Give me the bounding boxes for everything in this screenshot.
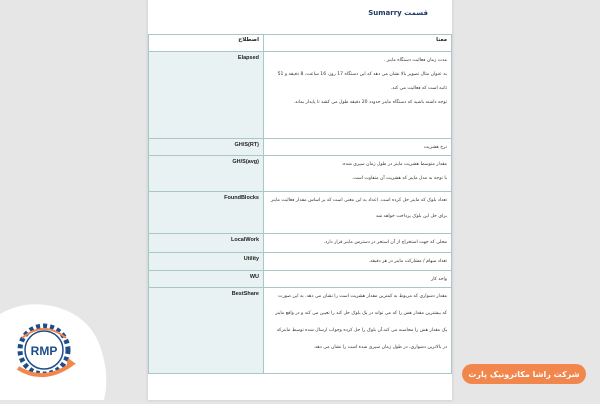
meaning-line: برای حل این بلوک پرداخت خواهد شد [375,214,447,219]
term-cell: BestShare [149,288,264,374]
table-row [149,234,452,253]
meaning-line: مدت زمان فعالیت دستگاه ماینر . [383,58,447,63]
table-row [149,192,452,234]
meaning-column-header: معنا [264,35,452,52]
company-name-badge: شرکت راشا مکاترونیک پارت [462,364,586,384]
meaning-line: مقدار دشواری که مربوط به کمترین مقدار هشریت است را نشان می دهد. به این صورت [278,294,447,299]
term-cell: LocalWork [149,234,264,253]
table-header-row [149,35,452,52]
meaning-line: نرخ هشریت [423,145,447,150]
meaning-cell [264,234,452,253]
meaning-line: واحد کار [430,277,447,282]
term-cell: FoundBlocks [149,192,264,234]
term-cell: WU [149,271,264,288]
company-logo [0,298,116,400]
meaning-cell [264,288,452,374]
table-row [149,156,452,192]
glossary-table [148,34,452,374]
term-cell: Utility [149,253,264,271]
meaning-cell [264,192,452,234]
term-cell: Elapsed [149,52,264,139]
table-row [149,253,452,271]
meaning-line: که بیشترین مقدار هش را که می تواند در یک بلوک حل کند را تعیین می کند و در واقع ماینر [275,311,447,316]
meaning-line: یک مقدار هش را محاسبه می کند،آن بلوک را حل کرده وجواب ارسال شده توسط ماینرکه [276,328,447,333]
meaning-cell [264,139,452,156]
table-row [149,271,452,288]
table-row [149,52,452,139]
meaning-line: تعداد سهام / مشارکت ماینر در هر دقیقه. [368,259,447,264]
term-cell: GH/S(RT) [149,139,264,156]
meaning-line: به عنوان مثال تصویر بالا نشان می دهد که این دستگاه 17 روز، 16 ساعت، 8 دقیقه و 51 [277,72,447,77]
meaning-line: محلی که جهت استخراج از آن استخر در دسترس ماینر قرار دارد. [323,240,447,245]
meaning-line: تعداد بلوک که ماینر حل کرده است. اعداد به این معنی است که بر اساس مقدار فعالیت ماینر [270,198,447,203]
meaning-line: ثانیه است که فعالیت می کند. [390,86,447,91]
meaning-line: توجه داشته باشید که دستگاه ماینر حدودد 20 دقیقه طول می کشد تا پایدار بماند. [293,100,447,105]
svg-text:RMP: RMP [30,344,58,358]
meaning-cell [264,271,452,288]
meaning-cell [264,156,452,192]
table-row [149,288,452,374]
meaning-cell [264,253,452,271]
section-title: قسمت Sumarry [368,9,428,17]
term-cell: GH/S(avg) [149,156,264,192]
meaning-line: مقدار متوسط هشریت ماینر در طول زمان سپری شده. [341,162,447,167]
meaning-cell [264,52,452,139]
term-column-header: اصطلاح [149,35,264,52]
meaning-line: در بالاترین دشواری، در طول زمان سپری شده است را نشان می دهد. [313,345,447,350]
table-row [149,139,452,156]
meaning-line: با توجه به مدل ماینر که هشریت آن متفاوت است. [351,176,447,181]
